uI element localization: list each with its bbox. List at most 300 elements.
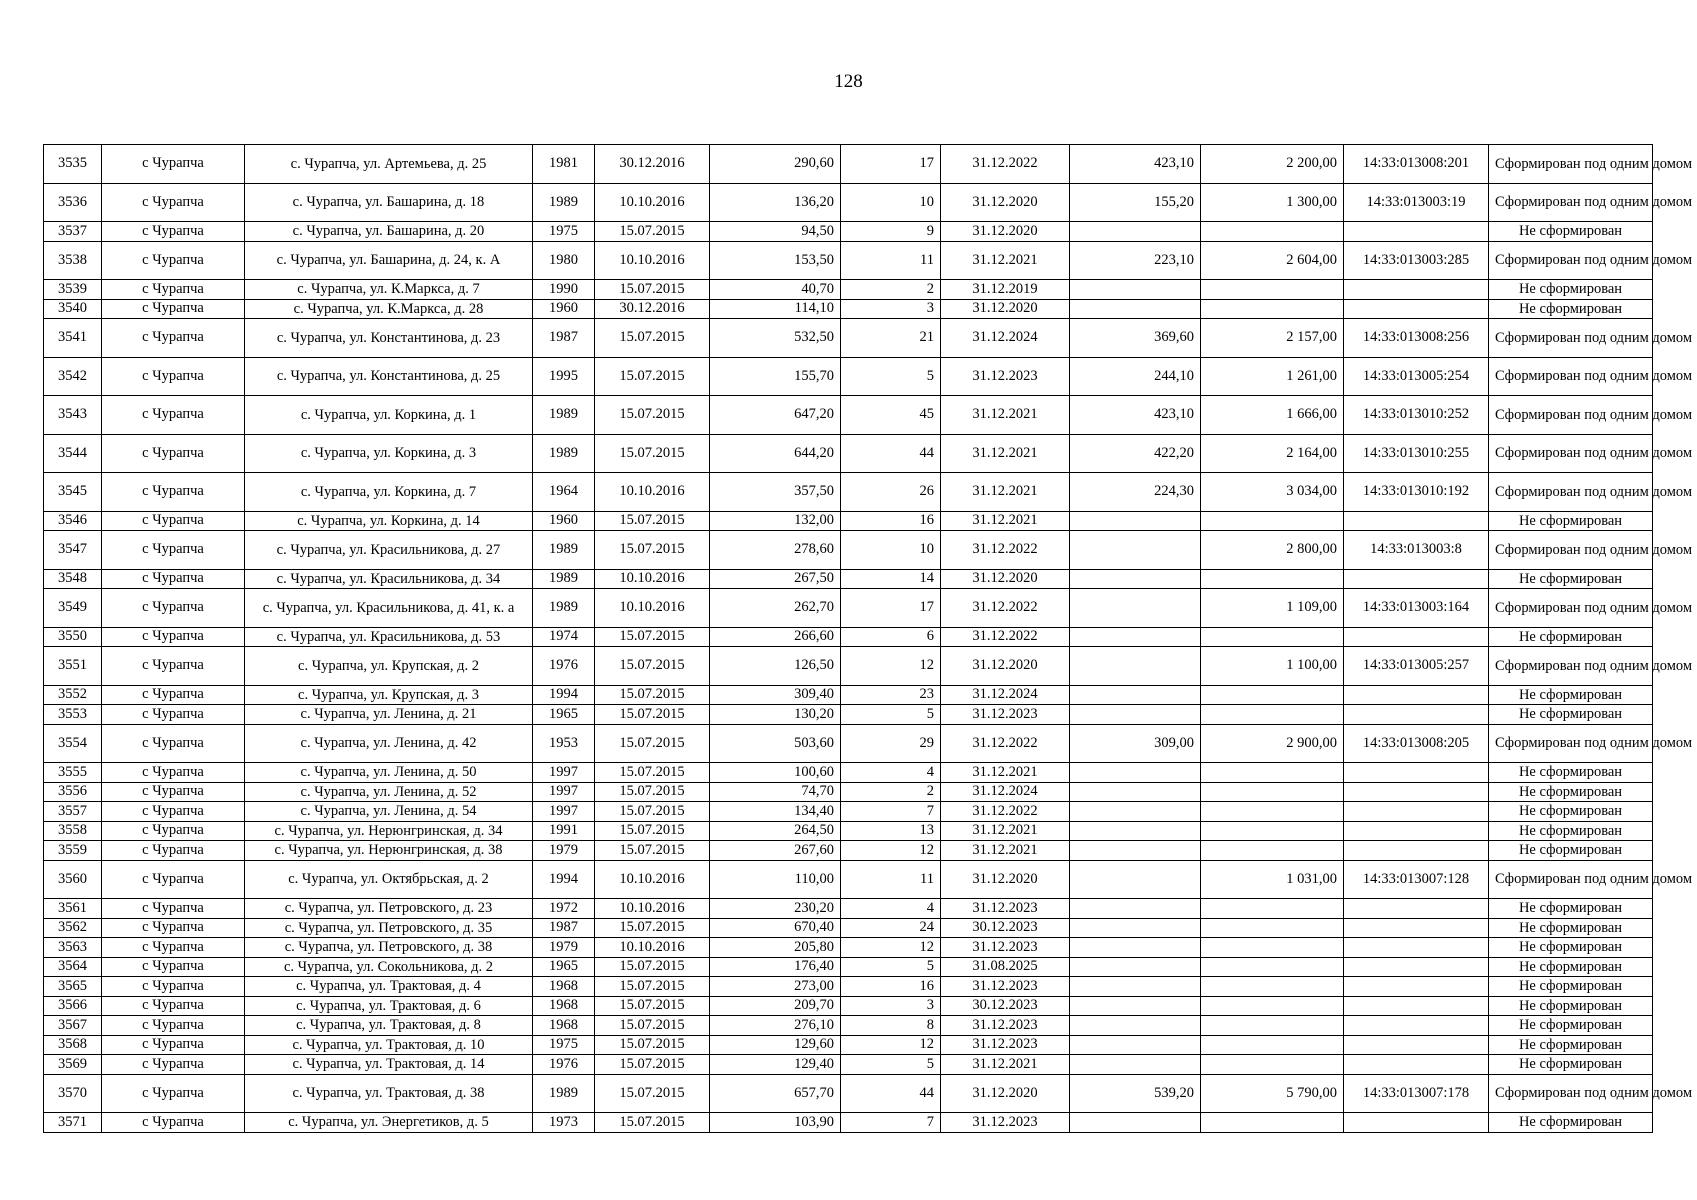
cell-residents-count: 9 [841, 222, 941, 242]
cell-cadastral-number: 14:33:013005:257 [1344, 647, 1489, 686]
cell-build-year: 1989 [533, 569, 595, 589]
cell-row-number: 3544 [44, 434, 102, 473]
cell-cadastral-number [1344, 1055, 1489, 1075]
cell-planned-date: 30.12.2023 [941, 996, 1070, 1016]
cell-inclusion-date: 15.07.2015 [595, 531, 710, 570]
cell-settlement: с Чурапча [102, 1074, 245, 1113]
cell-address: с. Чурапча, ул. Башарина, д. 24, к. А [245, 241, 533, 280]
cell-build-year: 1965 [533, 957, 595, 977]
table-row [44, 899, 1653, 919]
cell-cadastral-number [1344, 1113, 1489, 1133]
cell-cadastral-area [1201, 685, 1344, 705]
cell-settlement: с Чурапча [102, 996, 245, 1016]
cell-planned-date: 31.12.2020 [941, 299, 1070, 319]
table-row [44, 938, 1653, 958]
cell-settlement: с Чурапча [102, 319, 245, 358]
cell-inclusion-date: 15.07.2015 [595, 647, 710, 686]
cell-land-area: 422,20 [1070, 434, 1201, 473]
cell-land-status: Не сформирован [1489, 899, 1653, 919]
cell-inclusion-date: 10.10.2016 [595, 860, 710, 899]
cell-inclusion-date: 15.07.2015 [595, 511, 710, 531]
cell-row-number: 3565 [44, 977, 102, 997]
cell-settlement: с Чурапча [102, 1113, 245, 1133]
cell-row-number: 3567 [44, 1016, 102, 1036]
cell-inclusion-date: 15.07.2015 [595, 396, 710, 435]
cell-residents-count: 8 [841, 1016, 941, 1036]
table-row [44, 222, 1653, 242]
cell-cadastral-number [1344, 957, 1489, 977]
cell-cadastral-area [1201, 280, 1344, 300]
cell-cadastral-area: 1 261,00 [1201, 357, 1344, 396]
cell-cadastral-number [1344, 918, 1489, 938]
cell-land-area: 369,60 [1070, 319, 1201, 358]
cell-land-area [1070, 957, 1201, 977]
cell-living-area: 176,40 [710, 957, 841, 977]
cell-planned-date: 31.12.2020 [941, 1074, 1070, 1113]
cell-living-area: 278,60 [710, 531, 841, 570]
cell-inclusion-date: 15.07.2015 [595, 1016, 710, 1036]
cell-planned-date: 31.12.2020 [941, 569, 1070, 589]
cell-address: с. Чурапча, ул. Крупская, д. 3 [245, 685, 533, 705]
cell-land-status: Не сформирован [1489, 685, 1653, 705]
cell-build-year: 1968 [533, 996, 595, 1016]
cell-inclusion-date: 15.07.2015 [595, 1035, 710, 1055]
cell-address: с. Чурапча, ул. Нерюнгринская, д. 34 [245, 821, 533, 841]
cell-land-status: Сформирован под одним домом [1489, 860, 1653, 899]
cell-address: с. Чурапча, ул. Артемьева, д. 25 [245, 145, 533, 184]
cell-row-number: 3538 [44, 241, 102, 280]
cell-land-status: Сформирован под одним домом [1489, 241, 1653, 280]
cell-build-year: 1989 [533, 531, 595, 570]
cell-land-status: Сформирован под одним домом [1489, 473, 1653, 512]
cell-cadastral-area [1201, 802, 1344, 822]
cell-address: с. Чурапча, ул. Ленина, д. 42 [245, 724, 533, 763]
cell-row-number: 3566 [44, 996, 102, 1016]
cell-settlement: с Чурапча [102, 473, 245, 512]
cell-land-status: Не сформирован [1489, 705, 1653, 725]
cell-living-area: 74,70 [710, 782, 841, 802]
cell-land-status: Не сформирован [1489, 1035, 1653, 1055]
table-row [44, 531, 1653, 570]
cell-land-area: 224,30 [1070, 473, 1201, 512]
cell-planned-date: 31.12.2021 [941, 511, 1070, 531]
cell-settlement: с Чурапча [102, 1055, 245, 1075]
cell-build-year: 1995 [533, 357, 595, 396]
cell-settlement: с Чурапча [102, 222, 245, 242]
cell-settlement: с Чурапча [102, 280, 245, 300]
cell-residents-count: 12 [841, 841, 941, 861]
cell-cadastral-number [1344, 1035, 1489, 1055]
cell-planned-date: 31.12.2020 [941, 647, 1070, 686]
cell-row-number: 3564 [44, 957, 102, 977]
cell-build-year: 1974 [533, 627, 595, 647]
cell-settlement: с Чурапча [102, 647, 245, 686]
cell-land-area: 223,10 [1070, 241, 1201, 280]
cell-cadastral-number: 14:33:013010:252 [1344, 396, 1489, 435]
cell-cadastral-area [1201, 841, 1344, 861]
cell-living-area: 103,90 [710, 1113, 841, 1133]
cell-planned-date: 31.12.2021 [941, 396, 1070, 435]
cell-address: с. Чурапча, ул. Петровского, д. 38 [245, 938, 533, 958]
cell-residents-count: 44 [841, 1074, 941, 1113]
table-row [44, 434, 1653, 473]
cell-build-year: 1980 [533, 241, 595, 280]
cell-residents-count: 10 [841, 531, 941, 570]
cell-cadastral-number [1344, 1016, 1489, 1036]
cell-land-status: Сформирован под одним домом [1489, 396, 1653, 435]
cell-row-number: 3537 [44, 222, 102, 242]
cell-residents-count: 21 [841, 319, 941, 358]
cell-cadastral-number [1344, 705, 1489, 725]
table-row [44, 977, 1653, 997]
cell-row-number: 3559 [44, 841, 102, 861]
cell-cadastral-area: 1 109,00 [1201, 589, 1344, 628]
cell-settlement: с Чурапча [102, 685, 245, 705]
cell-build-year: 1953 [533, 724, 595, 763]
cell-build-year: 1981 [533, 145, 595, 184]
cell-address: с. Чурапча, ул. Трактовая, д. 6 [245, 996, 533, 1016]
cell-living-area: 309,40 [710, 685, 841, 705]
cell-address: с. Чурапча, ул. К.Маркса, д. 28 [245, 299, 533, 319]
cell-settlement: с Чурапча [102, 802, 245, 822]
cell-row-number: 3535 [44, 145, 102, 184]
cell-residents-count: 5 [841, 705, 941, 725]
cell-row-number: 3549 [44, 589, 102, 628]
cell-inclusion-date: 15.07.2015 [595, 763, 710, 783]
cell-land-area: 423,10 [1070, 145, 1201, 184]
cell-build-year: 1994 [533, 860, 595, 899]
cell-land-area [1070, 860, 1201, 899]
cell-build-year: 1964 [533, 473, 595, 512]
cell-inclusion-date: 15.07.2015 [595, 802, 710, 822]
cell-cadastral-number [1344, 996, 1489, 1016]
cell-residents-count: 13 [841, 821, 941, 841]
cell-residents-count: 16 [841, 511, 941, 531]
cell-land-area [1070, 589, 1201, 628]
cell-build-year: 1975 [533, 1035, 595, 1055]
cell-build-year: 1997 [533, 763, 595, 783]
cell-cadastral-area: 2 800,00 [1201, 531, 1344, 570]
cell-inclusion-date: 15.07.2015 [595, 222, 710, 242]
cell-settlement: с Чурапча [102, 145, 245, 184]
cell-row-number: 3568 [44, 1035, 102, 1055]
cell-build-year: 1976 [533, 1055, 595, 1075]
cell-living-area: 262,70 [710, 589, 841, 628]
cell-land-status: Сформирован под одним домом [1489, 145, 1653, 184]
cell-living-area: 276,10 [710, 1016, 841, 1036]
table-row [44, 860, 1653, 899]
cell-living-area: 264,50 [710, 821, 841, 841]
cell-row-number: 3550 [44, 627, 102, 647]
cell-cadastral-area: 2 157,00 [1201, 319, 1344, 358]
cell-cadastral-area [1201, 918, 1344, 938]
table-row [44, 647, 1653, 686]
cell-row-number: 3554 [44, 724, 102, 763]
cell-living-area: 129,60 [710, 1035, 841, 1055]
cell-address: с. Чурапча, ул. Сокольникова, д. 2 [245, 957, 533, 977]
cell-land-status: Сформирован под одним домом [1489, 434, 1653, 473]
cell-living-area: 155,70 [710, 357, 841, 396]
cell-residents-count: 17 [841, 145, 941, 184]
cell-address: с. Чурапча, ул. Красильникова, д. 53 [245, 627, 533, 647]
cell-residents-count: 3 [841, 299, 941, 319]
cell-inclusion-date: 15.07.2015 [595, 918, 710, 938]
cell-inclusion-date: 30.12.2016 [595, 299, 710, 319]
cell-land-area [1070, 899, 1201, 919]
cell-planned-date: 31.12.2023 [941, 899, 1070, 919]
cell-residents-count: 23 [841, 685, 941, 705]
cell-inclusion-date: 15.07.2015 [595, 1055, 710, 1075]
table-row [44, 569, 1653, 589]
cell-row-number: 3546 [44, 511, 102, 531]
cell-cadastral-area [1201, 996, 1344, 1016]
table-row [44, 724, 1653, 763]
cell-residents-count: 29 [841, 724, 941, 763]
cell-cadastral-number [1344, 782, 1489, 802]
cell-cadastral-number: 14:33:013010:192 [1344, 473, 1489, 512]
cell-cadastral-number: 14:33:013003:8 [1344, 531, 1489, 570]
cell-inclusion-date: 15.07.2015 [595, 705, 710, 725]
cell-cadastral-number: 14:33:013008:201 [1344, 145, 1489, 184]
table-row [44, 821, 1653, 841]
cell-build-year: 1979 [533, 938, 595, 958]
cell-settlement: с Чурапча [102, 938, 245, 958]
table-row [44, 319, 1653, 358]
cell-address: с. Чурапча, ул. Коркина, д. 3 [245, 434, 533, 473]
cell-residents-count: 2 [841, 280, 941, 300]
cell-build-year: 1987 [533, 319, 595, 358]
cell-row-number: 3547 [44, 531, 102, 570]
cell-land-area: 423,10 [1070, 396, 1201, 435]
cell-land-area [1070, 647, 1201, 686]
cell-build-year: 1990 [533, 280, 595, 300]
cell-residents-count: 45 [841, 396, 941, 435]
cell-land-area [1070, 531, 1201, 570]
cell-land-status: Сформирован под одним домом [1489, 724, 1653, 763]
cell-living-area: 647,20 [710, 396, 841, 435]
cell-living-area: 205,80 [710, 938, 841, 958]
cell-residents-count: 16 [841, 977, 941, 997]
cell-planned-date: 31.12.2023 [941, 1113, 1070, 1133]
cell-inclusion-date: 15.07.2015 [595, 319, 710, 358]
cell-residents-count: 5 [841, 357, 941, 396]
cell-address: с. Чурапча, ул. Октябрьская, д. 2 [245, 860, 533, 899]
cell-cadastral-number: 14:33:013010:255 [1344, 434, 1489, 473]
cell-settlement: с Чурапча [102, 589, 245, 628]
cell-planned-date: 31.12.2021 [941, 1055, 1070, 1075]
cell-living-area: 267,50 [710, 569, 841, 589]
cell-row-number: 3557 [44, 802, 102, 822]
cell-build-year: 1973 [533, 1113, 595, 1133]
cell-land-area: 155,20 [1070, 183, 1201, 222]
cell-residents-count: 2 [841, 782, 941, 802]
cell-cadastral-area: 1 100,00 [1201, 647, 1344, 686]
table-row [44, 1055, 1653, 1075]
cell-inclusion-date: 30.12.2016 [595, 145, 710, 184]
cell-land-area [1070, 222, 1201, 242]
cell-address: с. Чурапча, ул. Башарина, д. 20 [245, 222, 533, 242]
cell-cadastral-area [1201, 1113, 1344, 1133]
cell-build-year: 1965 [533, 705, 595, 725]
cell-settlement: с Чурапча [102, 1016, 245, 1036]
cell-planned-date: 31.12.2022 [941, 627, 1070, 647]
cell-build-year: 1975 [533, 222, 595, 242]
cell-address: с. Чурапча, ул. Константинова, д. 23 [245, 319, 533, 358]
cell-living-area: 266,60 [710, 627, 841, 647]
table-row [44, 627, 1653, 647]
table-row [44, 396, 1653, 435]
cell-inclusion-date: 15.07.2015 [595, 434, 710, 473]
cell-settlement: с Чурапча [102, 396, 245, 435]
cell-address: с. Чурапча, ул. Красильникова, д. 27 [245, 531, 533, 570]
cell-row-number: 3541 [44, 319, 102, 358]
cell-cadastral-area [1201, 938, 1344, 958]
cell-living-area: 136,20 [710, 183, 841, 222]
cell-residents-count: 14 [841, 569, 941, 589]
cell-address: с. Чурапча, ул. Коркина, д. 14 [245, 511, 533, 531]
cell-planned-date: 31.12.2020 [941, 860, 1070, 899]
cell-land-area [1070, 977, 1201, 997]
cell-cadastral-number [1344, 569, 1489, 589]
cell-inclusion-date: 15.07.2015 [595, 841, 710, 861]
cell-address: с. Чурапча, ул. Коркина, д. 1 [245, 396, 533, 435]
cell-planned-date: 31.12.2019 [941, 280, 1070, 300]
table-row [44, 280, 1653, 300]
cell-planned-date: 31.12.2024 [941, 685, 1070, 705]
cell-settlement: с Чурапча [102, 569, 245, 589]
cell-land-status: Не сформирован [1489, 938, 1653, 958]
cell-residents-count: 12 [841, 1035, 941, 1055]
cell-land-status: Не сформирован [1489, 1055, 1653, 1075]
cell-living-area: 657,70 [710, 1074, 841, 1113]
cell-planned-date: 31.12.2023 [941, 938, 1070, 958]
cell-address: с. Чурапча, ул. Энергетиков, д. 5 [245, 1113, 533, 1133]
cell-settlement: с Чурапча [102, 957, 245, 977]
cell-build-year: 1994 [533, 685, 595, 705]
cell-inclusion-date: 15.07.2015 [595, 685, 710, 705]
table-row [44, 996, 1653, 1016]
cell-address: с. Чурапча, ул. Красильникова, д. 34 [245, 569, 533, 589]
cell-land-area [1070, 511, 1201, 531]
cell-residents-count: 3 [841, 996, 941, 1016]
cell-land-area [1070, 763, 1201, 783]
cell-land-area [1070, 299, 1201, 319]
table-row [44, 1113, 1653, 1133]
cell-build-year: 1972 [533, 899, 595, 919]
cell-settlement: с Чурапча [102, 434, 245, 473]
cell-land-area [1070, 1055, 1201, 1075]
cell-inclusion-date: 15.07.2015 [595, 782, 710, 802]
cell-row-number: 3548 [44, 569, 102, 589]
cell-living-area: 94,50 [710, 222, 841, 242]
cell-cadastral-area [1201, 899, 1344, 919]
table-row [44, 763, 1653, 783]
cell-residents-count: 24 [841, 918, 941, 938]
cell-cadastral-number [1344, 938, 1489, 958]
cell-inclusion-date: 10.10.2016 [595, 241, 710, 280]
cell-land-area: 309,00 [1070, 724, 1201, 763]
cell-land-area: 244,10 [1070, 357, 1201, 396]
cell-planned-date: 31.12.2022 [941, 145, 1070, 184]
cell-address: с. Чурапча, ул. Ленина, д. 54 [245, 802, 533, 822]
cell-address: с. Чурапча, ул. Ленина, д. 50 [245, 763, 533, 783]
cell-cadastral-area [1201, 763, 1344, 783]
table-row [44, 357, 1653, 396]
table-row [44, 705, 1653, 725]
cell-living-area: 532,50 [710, 319, 841, 358]
cell-row-number: 3555 [44, 763, 102, 783]
cell-settlement: с Чурапча [102, 183, 245, 222]
cell-cadastral-number: 14:33:013003:19 [1344, 183, 1489, 222]
cell-land-status: Не сформирован [1489, 821, 1653, 841]
cell-address: с. Чурапча, ул. Красильникова, д. 41, к. а [245, 589, 533, 628]
cell-cadastral-area [1201, 222, 1344, 242]
cell-land-status: Сформирован под одним домом [1489, 183, 1653, 222]
cell-residents-count: 44 [841, 434, 941, 473]
cell-cadastral-area [1201, 1016, 1344, 1036]
cell-land-status: Сформирован под одним домом [1489, 357, 1653, 396]
cell-cadastral-area [1201, 977, 1344, 997]
cell-living-area: 40,70 [710, 280, 841, 300]
cell-planned-date: 31.12.2021 [941, 763, 1070, 783]
cell-address: с. Чурапча, ул. Нерюнгринская, д. 38 [245, 841, 533, 861]
cell-settlement: с Чурапча [102, 1035, 245, 1055]
cell-planned-date: 31.12.2023 [941, 1035, 1070, 1055]
cell-land-status: Не сформирован [1489, 977, 1653, 997]
cell-inclusion-date: 10.10.2016 [595, 938, 710, 958]
cell-cadastral-number [1344, 280, 1489, 300]
cell-living-area: 110,00 [710, 860, 841, 899]
cell-build-year: 1997 [533, 782, 595, 802]
cell-residents-count: 7 [841, 1113, 941, 1133]
cell-cadastral-number [1344, 511, 1489, 531]
cell-cadastral-number [1344, 685, 1489, 705]
cell-planned-date: 31.12.2024 [941, 782, 1070, 802]
cell-living-area: 134,40 [710, 802, 841, 822]
cell-cadastral-number: 14:33:013007:128 [1344, 860, 1489, 899]
cell-build-year: 1987 [533, 918, 595, 938]
cell-cadastral-area [1201, 511, 1344, 531]
cell-living-area: 644,20 [710, 434, 841, 473]
cell-address: с. Чурапча, ул. Петровского, д. 23 [245, 899, 533, 919]
cell-cadastral-area: 1 666,00 [1201, 396, 1344, 435]
cell-land-status: Не сформирован [1489, 996, 1653, 1016]
cell-land-area [1070, 569, 1201, 589]
cell-residents-count: 6 [841, 627, 941, 647]
table-row [44, 473, 1653, 512]
cell-inclusion-date: 15.07.2015 [595, 821, 710, 841]
cell-cadastral-area: 2 200,00 [1201, 145, 1344, 184]
cell-residents-count: 7 [841, 802, 941, 822]
cell-land-area [1070, 280, 1201, 300]
cell-inclusion-date: 15.07.2015 [595, 1074, 710, 1113]
cell-land-status: Не сформирован [1489, 222, 1653, 242]
cell-address: с. Чурапча, ул. Трактовая, д. 8 [245, 1016, 533, 1036]
cell-land-area [1070, 627, 1201, 647]
cell-inclusion-date: 15.07.2015 [595, 1113, 710, 1133]
cell-residents-count: 4 [841, 899, 941, 919]
cell-build-year: 1989 [533, 589, 595, 628]
cell-address: с. Чурапча, ул. Ленина, д. 52 [245, 782, 533, 802]
cell-cadastral-area [1201, 1035, 1344, 1055]
cell-living-area: 100,60 [710, 763, 841, 783]
cell-build-year: 1960 [533, 299, 595, 319]
cell-build-year: 1968 [533, 977, 595, 997]
cell-cadastral-area [1201, 569, 1344, 589]
cell-row-number: 3553 [44, 705, 102, 725]
cell-residents-count: 17 [841, 589, 941, 628]
table-row [44, 1074, 1653, 1113]
